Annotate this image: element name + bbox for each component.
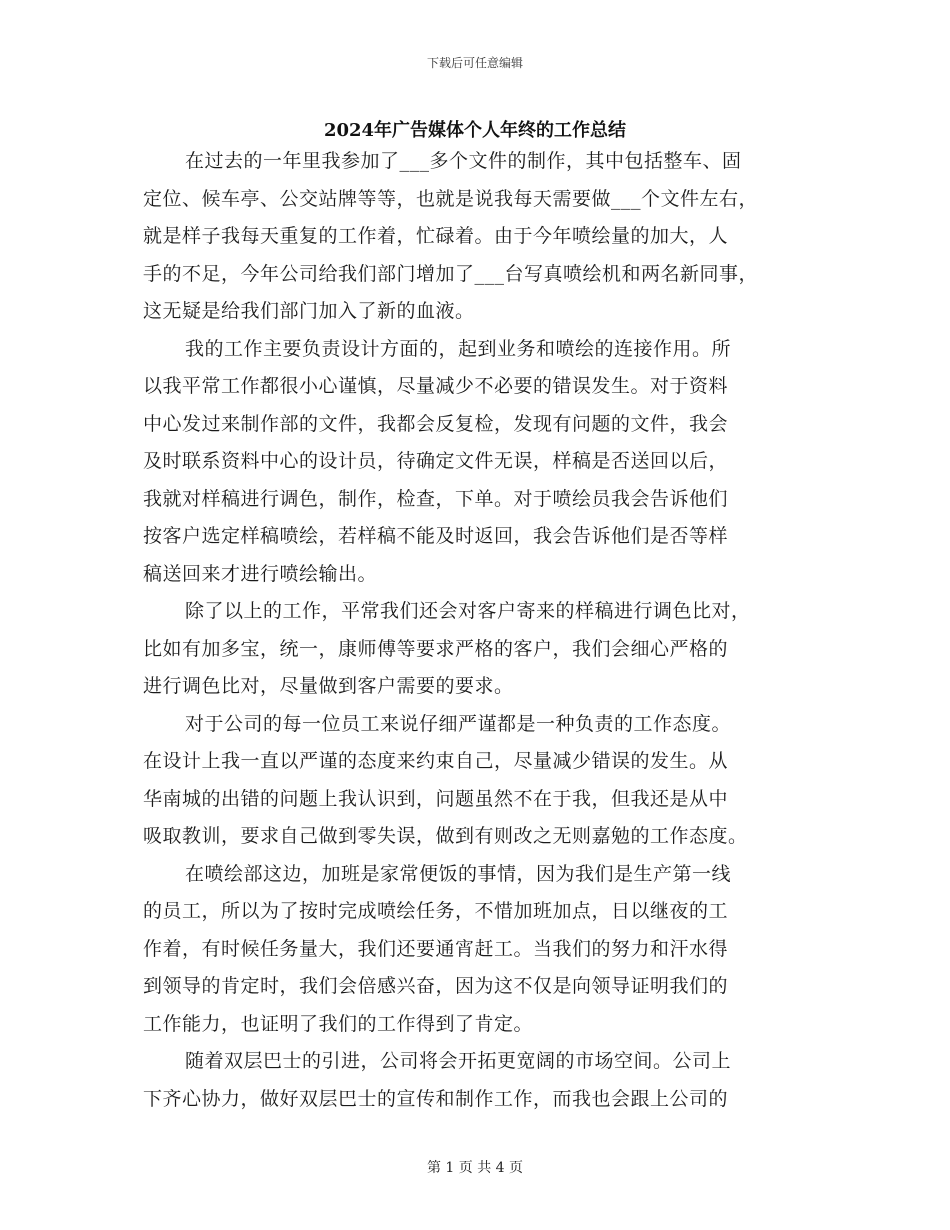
paragraph-line: 以我平常工作都很小心谨慎，尽量减少不必要的错误发生。对于资料 (143, 375, 729, 397)
page-footer: 第 1 页 共 4 页 (426, 1160, 524, 1176)
paragraph-line: 稿送回来才进行喷绘输出。 (143, 562, 378, 585)
paragraph-line: 工作能力，也证明了我们的工作得到了肯定。 (143, 1012, 534, 1035)
paragraph (143, 1043, 815, 1118)
header-note: 下载后可任意编辑 (426, 56, 523, 70)
paragraph-line: 到领导的肯定时，我们会倍感兴奋，因为这不仅是向领导证明我们的 (143, 975, 729, 997)
paragraph-line: 定位、候车亭、公交站牌等等，也就是说我每天需要做___个文件左右， (143, 187, 759, 210)
paragraph-line: 我就对样稿进行调色，制作，检查，下单。对于喷绘员我会告诉他们 (143, 487, 729, 510)
paragraph-line: 这无疑是给我们部门加入了新的血液。 (143, 300, 475, 322)
paragraph-line: 比如有加多宝，统一，康师傅等要求严格的客户，我们会细心严格的 (143, 637, 729, 660)
paragraph-line: 在过去的一年里我参加了___多个文件的制作，其中包括整车、固 (185, 150, 742, 172)
paragraph-line: 及时联系资料中心的设计员，待确定文件无误，样稿是否送回以后， (143, 450, 729, 472)
paragraph (143, 143, 815, 331)
document-body (143, 143, 815, 1118)
paragraph (143, 856, 815, 1044)
paragraph-line: 在设计上我一直以严谨的态度来约束自己，尽量减少错误的发生。从 (143, 750, 729, 772)
paragraph-line: 在喷绘部这边，加班是家常便饭的事情，因为我们是生产第一线 (185, 862, 732, 885)
paragraph-line: 的员工，所以为了按时完成喷绘任务，不惜加班加点，日以继夜的工 (143, 900, 729, 922)
paragraph (143, 593, 815, 706)
paragraph-line: 中心发过来制作部的文件，我都会反复检，发现有问题的文件，我会 (143, 412, 729, 435)
paragraph (143, 331, 815, 594)
paragraph-line: 我的工作主要负责设计方面的，起到业务和喷绘的连接作用。所 (185, 337, 732, 360)
paragraph-line: 作着，有时候任务量大，我们还要通宵赶工。当我们的努力和汗水得 (143, 937, 729, 960)
paragraph-line: 按客户选定样稿喷绘，若样稿不能及时返回，我会告诉他们是否等样 (143, 525, 729, 547)
paragraph-line: 手的不足，今年公司给我们部门增加了___台写真喷绘机和两名新同事， (143, 262, 759, 285)
paragraph-line: 对于公司的每一位员工来说仔细严谨都是一种负责的工作态度。 (185, 712, 732, 735)
paragraph-line: 就是样子我每天重复的工作着，忙碌着。由于今年喷绘量的加大，人 (143, 225, 729, 247)
paragraph-line: 吸取教训，要求自己做到零失误，做到有则改之无则嘉勉的工作态度。 (143, 825, 748, 847)
paragraph-line: 下齐心协力，做好双层巴士的宣传和制作工作，而我也会跟上公司的 (143, 1087, 729, 1110)
document-title: 2024年广告媒体个人年终的工作总结 (323, 120, 627, 141)
paragraph-line: 随着双层巴士的引进，公司将会开拓更宽阔的市场空间。公司上 (185, 1050, 732, 1072)
paragraph (143, 706, 815, 856)
paragraph-line: 华南城的出错的问题上我认识到，问题虽然不在于我，但我还是从中 (143, 787, 729, 810)
paragraph-line: 进行调色比对，尽量做到客户需要的要求。 (143, 675, 514, 697)
paragraph-line: 除了以上的工作，平常我们还会对客户寄来的样稿进行调色比对， (185, 600, 751, 622)
